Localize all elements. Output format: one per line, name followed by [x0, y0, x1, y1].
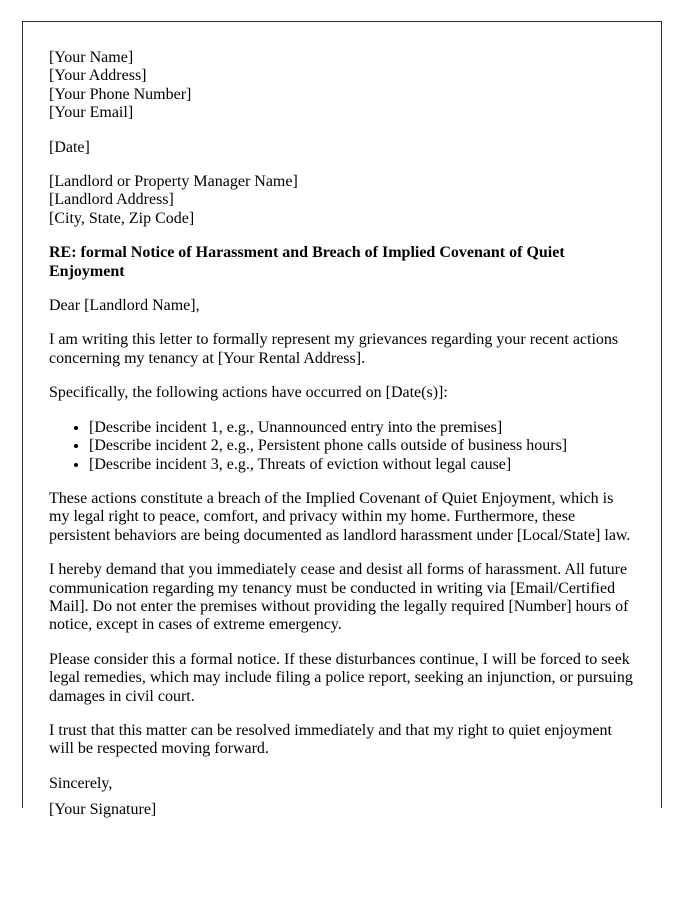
recipient-block [49, 173, 634, 228]
sender-line: [Your Name] [49, 49, 134, 66]
signature-line: [Your Signature] [49, 801, 157, 819]
sender-line: [Your Address] [49, 67, 147, 85]
incident-item: • [Describe incident 2, e.g., Persistent phone calls outside of business hours] [89, 437, 634, 455]
subject-line: RE: formal Notice of Harassment and Breach of Implied Covenant of Quiet Enjoyment [49, 244, 565, 280]
incident-item: • [Describe incident 3, e.g., Threats of eviction without legal cause] [89, 456, 634, 474]
incident-list [49, 419, 634, 474]
recipient-line: [Landlord Address] [49, 191, 174, 209]
closing-line: Sincerely, [49, 774, 113, 792]
trust-paragraph: I trust that this matter can be resolved immediately and that my right to quiet enjoyment will be respected moving forward. [49, 721, 612, 758]
notice-paragraph: Please consider this a formal notice. If these disturbances continue, I will be forced to seek legal remedies, which may include filing a police report, seeking an injunction, or pursuing damages in civil court. [49, 650, 633, 705]
sender-line: [Your Email] [49, 104, 134, 122]
sender-line: [Your Phone Number] [49, 85, 192, 103]
incident-lead-in: Specifically, the following actions have occurred on [Date(s)]: [49, 384, 448, 402]
letter-sheet [22, 21, 662, 819]
incident-item: • [Describe incident 1, e.g., Unannounced entry into the premises] [89, 419, 634, 437]
breach-paragraph: These actions constitute a breach of the Implied Covenant of Quiet Enjoyment, which is my legal right to peace, comfort, and privacy within my home. Furthermore, these persistent behaviors are being documented as landlord harassment under [Local/State] law. [49, 489, 631, 544]
intro-paragraph: I am writing this letter to formally represent my grievances regarding your recent actions concerning my tenancy at [Your Rental Address]. [49, 331, 619, 367]
date-line: [Date] [49, 138, 90, 156]
sender-block [49, 49, 634, 123]
demand-paragraph: I hereby demand that you immediately cease and desist all forms of harassment. All future communication regarding my tenancy must be conducted in writing via [Email/Certified Mail]. Do not enter the premises without providing the legally required [Number] hours of notice, except in cases of extreme emergency. [49, 561, 629, 634]
recipient-line: [Landlord or Property Manager Name] [49, 173, 298, 191]
recipient-line: [City, State, Zip Code] [49, 209, 195, 227]
salutation: Dear [Landlord Name], [49, 297, 200, 315]
letter-content [23, 22, 661, 820]
